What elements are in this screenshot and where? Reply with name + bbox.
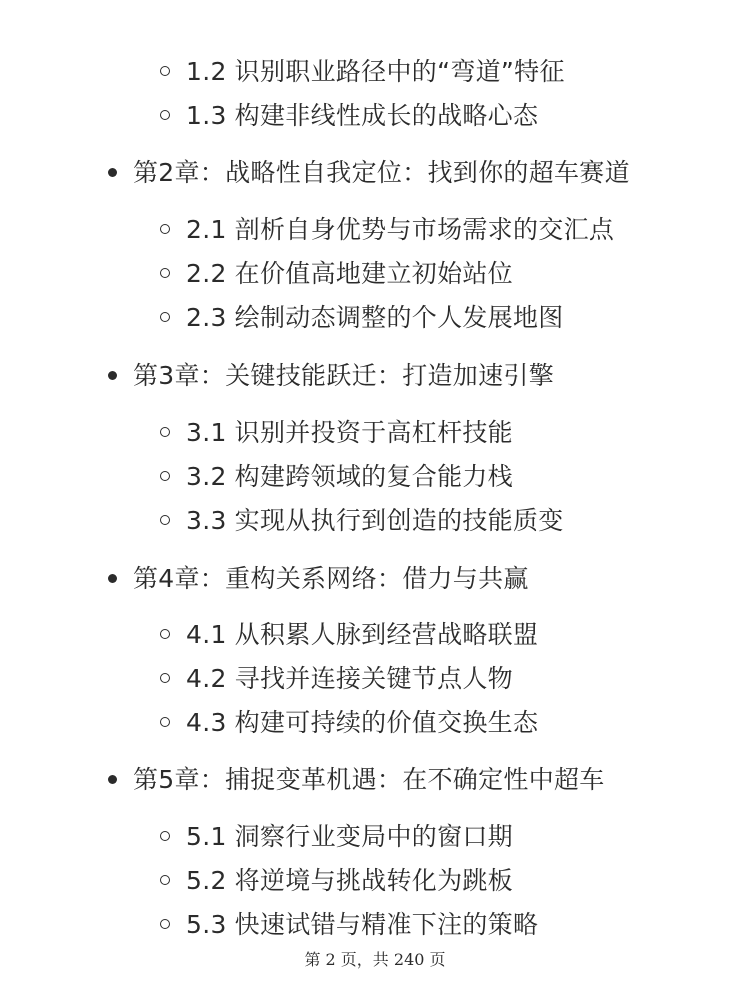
outline-section-1-3 <box>160 96 538 136</box>
section-number: 5.3 <box>186 910 227 939</box>
outline-section-4-3 <box>160 703 538 743</box>
outline-section-2-1 <box>160 210 614 250</box>
section-number: 3.2 <box>186 462 227 491</box>
outline-section-5-1 <box>160 817 513 857</box>
outline-chapter-4 <box>108 559 529 599</box>
section-title: 洞察行业变局中的窗口期 <box>234 822 513 851</box>
section-number: 5.1 <box>186 822 227 851</box>
section-number: 4.2 <box>186 664 227 693</box>
outline-section-5-2 <box>160 861 513 901</box>
hollow-bullet-icon <box>160 673 170 683</box>
outline-section-2-3 <box>160 298 564 338</box>
hollow-bullet-icon <box>160 427 170 437</box>
hollow-bullet-icon <box>160 110 170 120</box>
section-number: 1.3 <box>186 101 227 130</box>
section-number: 3.1 <box>186 418 227 447</box>
hollow-bullet-icon <box>160 717 170 727</box>
filled-bullet-icon <box>108 371 117 380</box>
section-title: 在价值高地建立初始站位 <box>234 259 513 288</box>
section-title: 构建可持续的价值交换生态 <box>234 708 539 737</box>
chapter-title: 第4章：重构关系网络：借力与共赢 <box>133 564 529 593</box>
chapter-title: 第3章：关键技能跃迁：打造加速引擎 <box>133 361 555 390</box>
section-title: 快速试错与精准下注的策略 <box>234 910 539 939</box>
section-number: 1.2 <box>186 57 227 86</box>
section-title: 识别并投资于高杠杆技能 <box>234 418 513 447</box>
hollow-bullet-icon <box>160 268 170 278</box>
section-title: 构建非线性成长的战略心态 <box>234 101 539 130</box>
outline-section-3-1 <box>160 413 513 453</box>
hollow-bullet-icon <box>160 629 170 639</box>
section-title: 将逆境与挑战转化为跳板 <box>234 866 513 895</box>
filled-bullet-icon <box>108 775 117 784</box>
section-number: 2.2 <box>186 259 227 288</box>
hollow-bullet-icon <box>160 831 170 841</box>
section-number: 4.3 <box>186 708 227 737</box>
section-title: 绘制动态调整的个人发展地图 <box>234 303 564 332</box>
section-title: 剖析自身优势与市场需求的交汇点 <box>234 215 615 244</box>
outline-chapter-2 <box>108 153 630 193</box>
hollow-bullet-icon <box>160 66 170 76</box>
section-number: 2.1 <box>186 215 227 244</box>
hollow-bullet-icon <box>160 919 170 929</box>
page-indicator: 第 2 页，共 240 页 <box>304 950 446 969</box>
section-number: 2.3 <box>186 303 227 332</box>
outline-chapter-3 <box>108 356 554 396</box>
hollow-bullet-icon <box>160 312 170 322</box>
outline-section-4-2 <box>160 659 513 699</box>
outline-section-4-1 <box>160 615 538 655</box>
hollow-bullet-icon <box>160 224 170 234</box>
section-title: 实现从执行到创造的技能质变 <box>234 506 564 535</box>
filled-bullet-icon <box>108 168 117 177</box>
section-number: 3.3 <box>186 506 227 535</box>
section-title: 识别职业路径中的“弯道”特征 <box>234 57 565 86</box>
outline-section-2-2 <box>160 254 513 294</box>
outline-section-3-3 <box>160 501 564 541</box>
chapter-title: 第5章：捕捉变革机遇：在不确定性中超车 <box>133 765 605 794</box>
section-title: 寻找并连接关键节点人物 <box>234 664 513 693</box>
outline-section-5-3 <box>160 905 538 945</box>
hollow-bullet-icon <box>160 471 170 481</box>
section-number: 5.2 <box>186 866 227 895</box>
outline-section-3-2 <box>160 457 513 497</box>
section-title: 构建跨领域的复合能力栈 <box>234 462 513 491</box>
hollow-bullet-icon <box>160 875 170 885</box>
hollow-bullet-icon <box>160 515 170 525</box>
section-title: 从积累人脉到经营战略联盟 <box>234 620 539 649</box>
chapter-title: 第2章：战略性自我定位：找到你的超车赛道 <box>133 158 630 187</box>
outline-chapter-5 <box>108 760 605 800</box>
section-number: 4.1 <box>186 620 227 649</box>
filled-bullet-icon <box>108 574 117 583</box>
outline-section-1-2 <box>160 52 565 92</box>
